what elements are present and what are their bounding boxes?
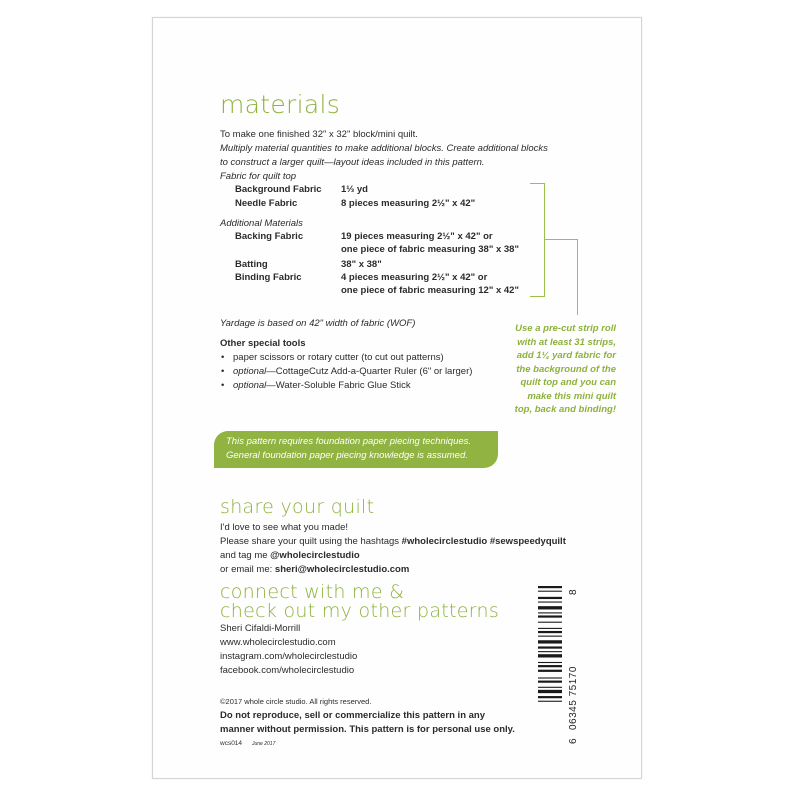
share-line-4-text: or email me: bbox=[220, 564, 275, 575]
website-link[interactable]: www.wholecirclestudio.com bbox=[220, 637, 336, 648]
tool-prefix: optional bbox=[233, 366, 267, 377]
copyright: ©2017 whole circle studio. All rights reserved. bbox=[220, 697, 372, 706]
facebook-link[interactable]: facebook.com/wholecirclestudio bbox=[220, 665, 355, 676]
additional-label: Batting bbox=[235, 259, 268, 270]
materials-intro: To make one finished 32" x 32" block/mini quilt. bbox=[220, 129, 418, 140]
share-line-2-text: Please share your quilt using the hashtags bbox=[220, 536, 402, 547]
instagram-handle[interactable]: @wholecirclestudio bbox=[270, 550, 360, 561]
materials-title: materials bbox=[220, 90, 341, 119]
strip-roll-tip bbox=[486, 322, 616, 417]
hashtags: #wholecirclestudio #sewspeedyquilt bbox=[401, 536, 566, 547]
connect-title-1: connect with me & bbox=[220, 581, 405, 603]
materials-bracket bbox=[530, 183, 545, 297]
designer-name: Sheri Cifaldi-Morrill bbox=[220, 623, 301, 634]
notice-line-2: manner without permission. This pattern is for personal use only. bbox=[220, 724, 515, 735]
additional-value: 19 pieces measuring 2½" x 42" or bbox=[341, 231, 493, 242]
additional-value: 4 pieces measuring 2½" x 42" or bbox=[341, 272, 488, 283]
share-line-3-text: and tag me bbox=[220, 550, 271, 561]
connect-title-2: check out my other patterns bbox=[220, 600, 500, 622]
pattern-date: June 2017 bbox=[252, 741, 276, 747]
yardage-note: Yardage is based on 42" width of fabric (WOF) bbox=[220, 318, 416, 329]
notice-line-1: Do not reproduce, sell or commercialize this pattern in any bbox=[220, 710, 486, 721]
tip-line: Use a pre-cut strip roll bbox=[515, 323, 616, 334]
fabric-value: 8 pieces measuring 2½" x 42" bbox=[341, 198, 476, 209]
bracket-connector-vertical bbox=[577, 239, 578, 315]
barcode-left-digit: 6 bbox=[568, 737, 579, 744]
additional-heading: Additional Materials bbox=[220, 218, 303, 229]
instagram-link[interactable]: instagram.com/wholecirclestudio bbox=[220, 651, 358, 662]
tip-line: quilt top and you can bbox=[520, 377, 616, 388]
fabric-label: Needle Fabric bbox=[235, 198, 298, 209]
tip-line: the background of the bbox=[516, 363, 616, 375]
additional-value: 38" x 38" bbox=[341, 259, 382, 270]
barcode-digits: 06345 75170 bbox=[568, 666, 579, 730]
additional-label: Binding Fabric bbox=[235, 272, 302, 283]
barcode-right-digit: 8 bbox=[568, 588, 579, 595]
share-line-2 bbox=[220, 536, 566, 547]
tip-line: with at least 31 strips, bbox=[517, 336, 616, 348]
bracket-connector bbox=[545, 239, 578, 240]
fabric-value: 1⅓ yd bbox=[341, 184, 368, 195]
multiply-note-1: Multiply material quantities to make additional blocks. Create additional blocks bbox=[220, 143, 548, 154]
email-link[interactable]: sheri@wholecirclestudio.com bbox=[274, 564, 410, 575]
share-line-1: I'd love to see what you made! bbox=[220, 522, 349, 533]
share-line-4 bbox=[220, 564, 409, 575]
tool-item bbox=[233, 366, 472, 377]
tools-heading: Other special tools bbox=[220, 338, 306, 349]
tool-text: —Water-Soluble Fabric Glue Stick bbox=[266, 380, 411, 391]
tool-text: paper scissors or rotary cutter (to cut out patterns) bbox=[233, 352, 444, 363]
tip-line: make this mini quilt bbox=[527, 390, 616, 402]
tool-item bbox=[233, 380, 411, 391]
share-title: share your quilt bbox=[220, 496, 375, 518]
additional-value: one piece of fabric measuring 12" x 42" bbox=[341, 285, 519, 296]
additional-label: Backing Fabric bbox=[235, 231, 304, 242]
fabric-label: Background Fabric bbox=[235, 184, 322, 195]
pattern-code: wcs014 bbox=[220, 740, 243, 747]
share-line-3 bbox=[220, 550, 360, 561]
fabric-heading: Fabric for quilt top bbox=[220, 171, 297, 182]
multiply-note-2: to construct a larger quilt—layout ideas included in this pattern. bbox=[220, 157, 485, 168]
banner-line: General foundation paper piecing knowledge is assumed. bbox=[226, 450, 468, 461]
tip-line: add 1¼ yard fabric for bbox=[516, 350, 616, 361]
additional-value: one piece of fabric measuring 38" x 38" bbox=[341, 244, 519, 255]
tool-prefix: optional bbox=[233, 380, 267, 391]
banner-line: This pattern requires foundation paper piecing techniques. bbox=[226, 436, 472, 447]
tool-item bbox=[233, 352, 444, 363]
tip-line: top, back and binding! bbox=[514, 404, 616, 415]
tool-text: —CottageCutz Add-a-Quarter Ruler (6" or larger) bbox=[266, 366, 473, 377]
foundation-piecing-banner bbox=[214, 431, 498, 468]
